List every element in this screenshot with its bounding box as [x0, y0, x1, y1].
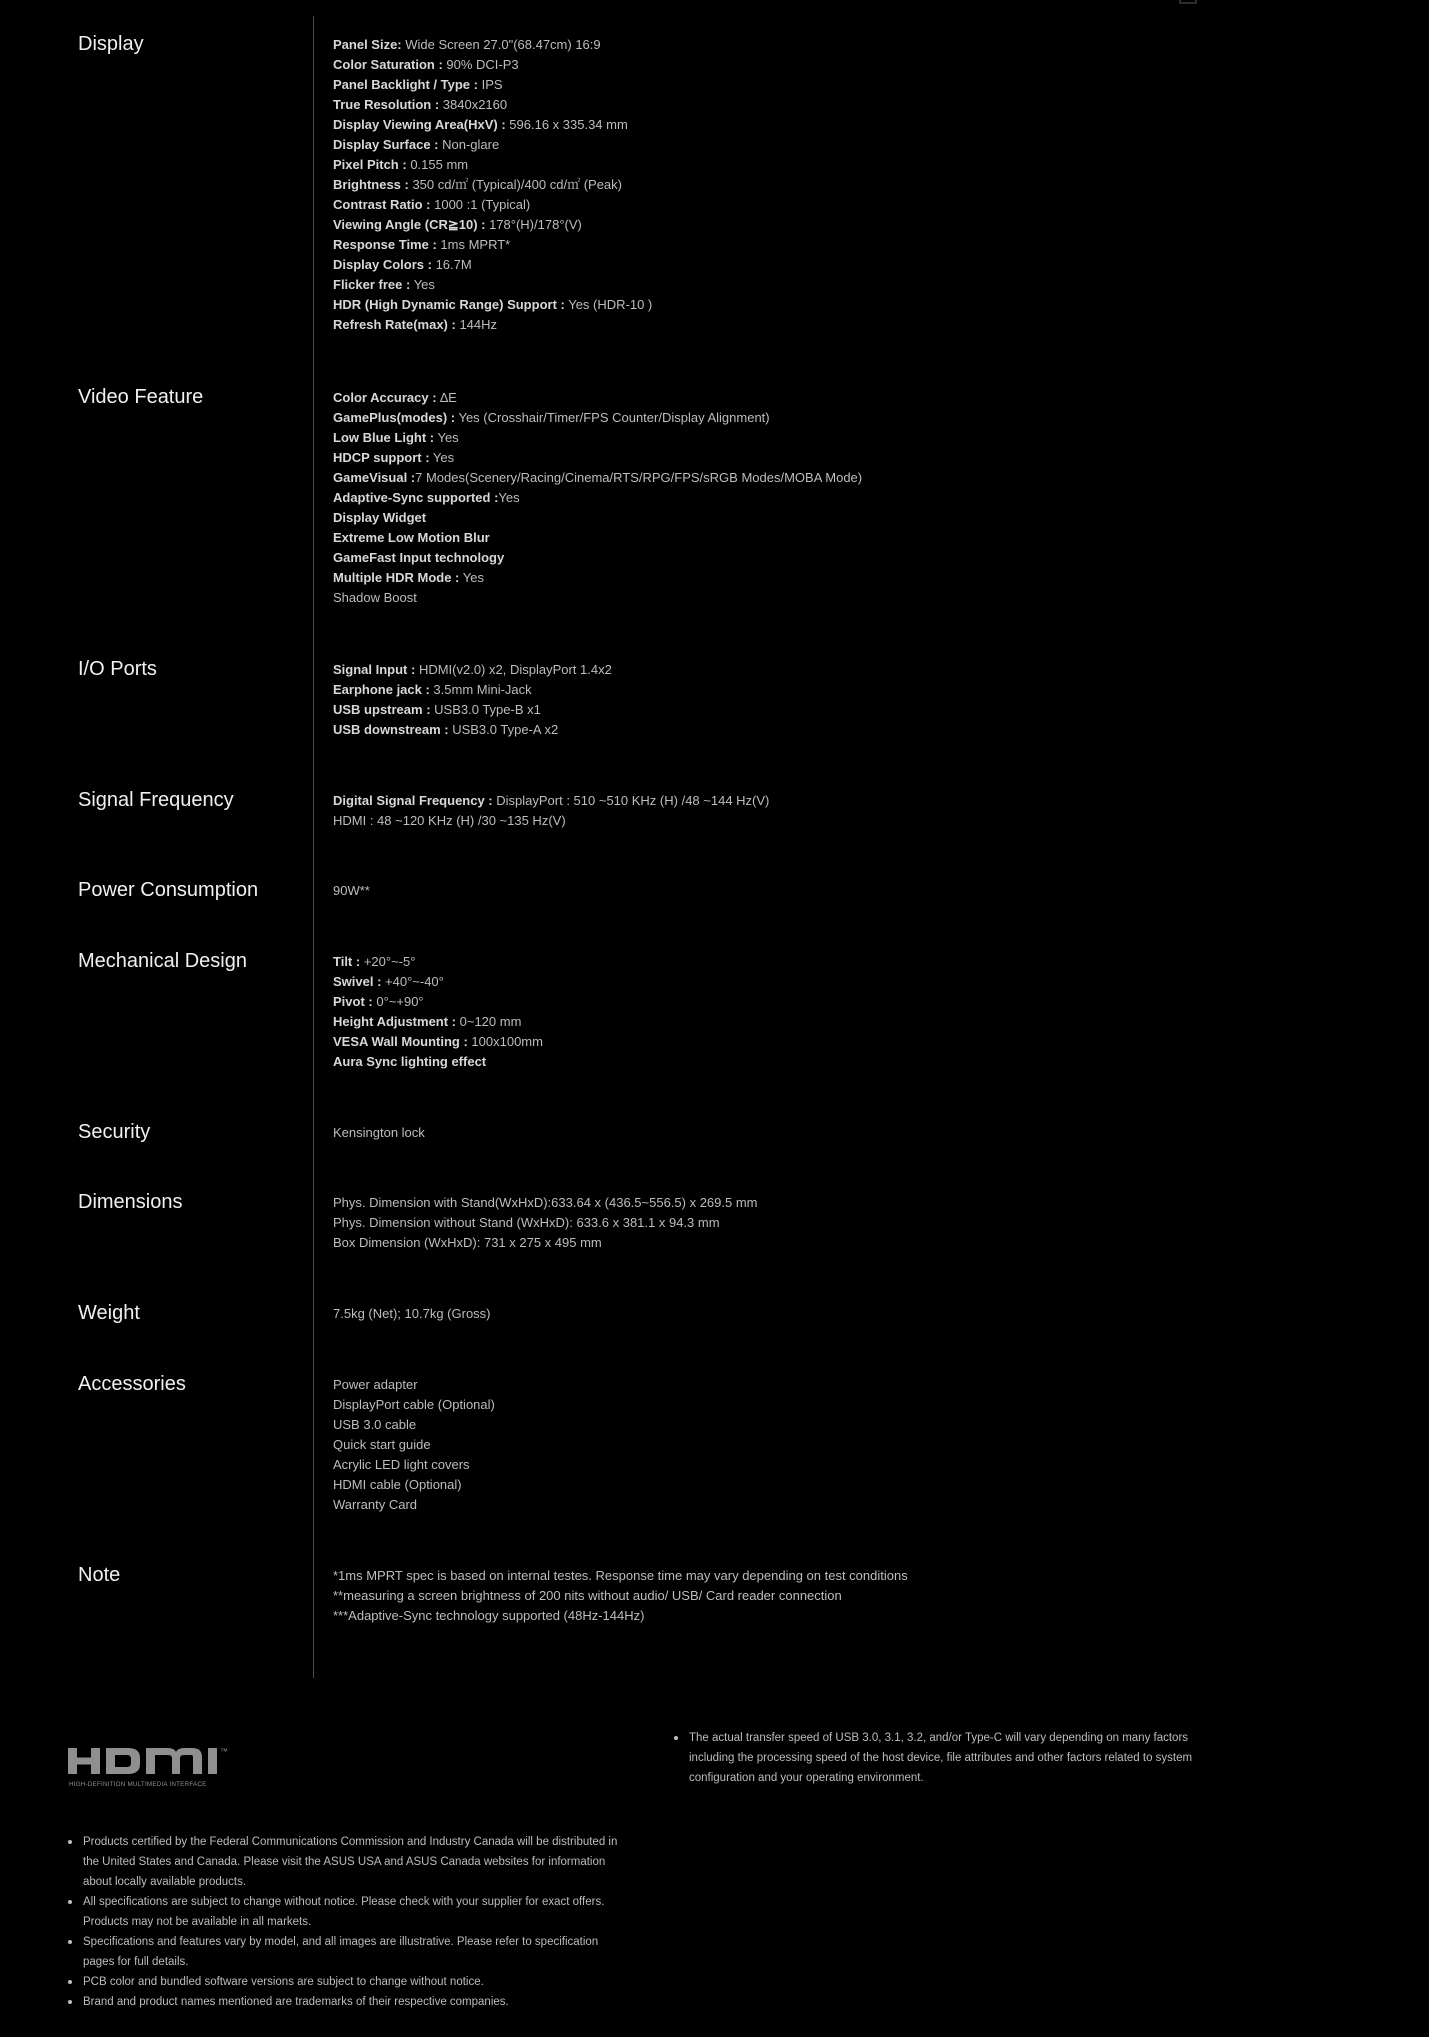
section-values [333, 881, 1333, 901]
spec-line [333, 95, 1333, 115]
hdmi-logo [68, 1744, 258, 1792]
spec-line [333, 115, 1333, 135]
spec-key: Tilt : [333, 954, 361, 969]
spec-key: Aura Sync lighting effect [333, 1054, 487, 1069]
spec-value: DisplayPort : 510 ~510 KHz (H) /48 ~144 Hz(V) [492, 793, 770, 808]
section-label: Security [78, 1121, 151, 1143]
spec-line [333, 508, 1333, 528]
hdmi-trademark: ™ [220, 1747, 228, 1756]
bullet-item: PCB color and bundled software versions are subject to change without notice. [66, 1972, 626, 1992]
spec-line [333, 568, 1333, 588]
spec-line [333, 1455, 1333, 1475]
spec-line [333, 1495, 1333, 1515]
spec-key: Panel Size: [333, 37, 402, 52]
spec-key: Swivel : [333, 974, 382, 989]
spec-value: IPS [477, 77, 503, 92]
spec-value: Phys. Dimension without Stand (WxHxD): 633.6 x 381.1 x 94.3 mm [333, 1215, 720, 1230]
bullet-item: The actual transfer speed of USB 3.0, 3.1, 3.2, and/or Type-C will vary depending on many factors including the processing speed of the host device, file attributes and other factors related to system configuration and your operating environment. [672, 1728, 1232, 1788]
section-values [333, 791, 1333, 831]
spec-value: 1000 :1 (Typical) [430, 197, 531, 212]
spec-value: 144Hz [455, 317, 498, 332]
spec-key: Pixel Pitch : [333, 157, 407, 172]
spec-line [333, 155, 1333, 175]
section-values [333, 952, 1333, 1072]
spec-line [333, 255, 1333, 275]
spec-value: Acrylic LED light covers [333, 1457, 470, 1472]
spec-key: Adaptive-Sync supported : [333, 490, 499, 505]
spec-line [333, 1435, 1333, 1455]
spec-value: 596.16 x 335.34 mm [505, 117, 628, 132]
spec-value: 1ms MPRT* [436, 237, 511, 252]
spec-line [333, 660, 1333, 680]
spec-line [333, 1566, 1333, 1586]
spec-value: Box Dimension (WxHxD): 731 x 275 x 495 mm [333, 1235, 602, 1250]
spec-line [333, 992, 1333, 1012]
spec-value: Yes [410, 277, 435, 292]
spec-value: 90% DCI-P3 [442, 57, 519, 72]
disclaimer-list [66, 1832, 626, 2012]
section-values [333, 660, 1333, 740]
spec-key: Display Viewing Area(HxV) : [333, 117, 506, 132]
spec-value: ***Adaptive-Sync technology supported (48Hz-144Hz) [333, 1608, 645, 1623]
spec-value: 178°(H)/178°(V) [485, 217, 582, 232]
section-label: Dimensions [78, 1191, 183, 1213]
spec-key: Contrast Ratio : [333, 197, 431, 212]
spec-line [333, 720, 1333, 740]
section-label: Signal Frequency [78, 789, 234, 811]
spec-line [333, 972, 1333, 992]
spec-key: USB downstream : [333, 722, 449, 737]
spec-line [333, 195, 1333, 215]
spec-value: Kensington lock [333, 1125, 425, 1140]
spec-value: Yes (Crosshair/Timer/FPS Counter/Display Alignment) [455, 410, 770, 425]
spec-key: Low Blue Light : [333, 430, 435, 445]
section-label: Display [78, 33, 144, 55]
spec-line [333, 952, 1333, 972]
spec-key: Display Surface : [333, 137, 439, 152]
spec-key: HDR (High Dynamic Range) Support : [333, 297, 565, 312]
section-label: Video Feature [78, 386, 204, 408]
spec-key: Viewing Angle (CR≧10) : [333, 217, 486, 232]
spec-line [333, 135, 1333, 155]
spec-line [333, 1475, 1333, 1495]
spec-line [333, 791, 1333, 811]
spec-value: Yes [434, 430, 459, 445]
usb-speed-note [672, 1728, 1232, 1788]
section-label: Weight [78, 1302, 140, 1324]
spec-value: *1ms MPRT spec is based on internal testes. Response time may vary depending on test conditions [333, 1568, 908, 1583]
spec-value: Warranty Card [333, 1497, 418, 1512]
print-icon[interactable] [1178, 0, 1234, 6]
spec-value: ∆E [436, 390, 457, 405]
hdmi-tagline: HIGH-DEFINITION MULTIMEDIA INTERFACE [69, 1781, 207, 1788]
spec-key: GameVisual : [333, 470, 416, 485]
spec-value: **measuring a screen brightness of 200 nits without audio/ USB/ Card reader connection [333, 1588, 842, 1603]
section-values [333, 1566, 1333, 1626]
spec-key: USB upstream : [333, 702, 431, 717]
spec-key: Panel Backlight / Type : [333, 77, 478, 92]
spec-line [333, 35, 1333, 55]
spec-value: 0.155 mm [406, 157, 469, 172]
spec-key: Pivot : [333, 994, 373, 1009]
spec-value: Quick start guide [333, 1437, 431, 1452]
section-label: I/O Ports [78, 658, 157, 680]
bullet-item: Products certified by the Federal Communications Commission and Industry Canada will be distributed in the United States and Canada. Please visit the ASUS USA and ASUS Canada websites for information about locally available products. [66, 1832, 626, 1892]
spec-line [333, 468, 1333, 488]
spec-key: GameFast Input technology [333, 550, 505, 565]
spec-value: HDMI(v2.0) x2, DisplayPort 1.4x2 [415, 662, 612, 677]
spec-line [333, 75, 1333, 95]
spec-line [333, 1415, 1333, 1435]
spec-line [333, 1586, 1333, 1606]
spec-line [333, 1213, 1333, 1233]
spec-value: Non-glare [438, 137, 500, 152]
spec-value: 350 cd/㎡ (Typical)/400 cd/㎡ (Peak) [408, 177, 622, 192]
spec-line [333, 1395, 1333, 1415]
spec-value: 90W** [333, 883, 370, 898]
spec-line [333, 55, 1333, 75]
spec-value: HDMI : 48 ~120 KHz (H) /30 ~135 Hz(V) [333, 813, 566, 828]
spec-key: Refresh Rate(max) : [333, 317, 456, 332]
spec-line [333, 700, 1333, 720]
section-values [333, 1304, 1333, 1324]
spec-value: 16.7M [431, 257, 472, 272]
spec-value: USB 3.0 cable [333, 1417, 417, 1432]
spec-value: USB3.0 Type-B x1 [430, 702, 541, 717]
spec-line [333, 295, 1333, 315]
spec-key: Display Widget [333, 510, 427, 525]
spec-line [333, 1606, 1333, 1626]
spec-line [333, 175, 1333, 195]
spec-value: 7 Modes(Scenery/Racing/Cinema/RTS/RPG/FPS/sRGB Modes/MOBA Mode) [415, 470, 863, 485]
spec-key: VESA Wall Mounting : [333, 1034, 468, 1049]
bullet-item: Brand and product names mentioned are trademarks of their respective companies. [66, 1992, 626, 2012]
spec-key: Extreme Low Motion Blur [333, 530, 490, 545]
spec-value: 7.5kg (Net); 10.7kg (Gross) [333, 1306, 491, 1321]
usb-note-list [672, 1728, 1232, 1788]
spec-value: Phys. Dimension with Stand(WxHxD):633.64 x (436.5~556.5) x 269.5 mm [333, 1195, 758, 1210]
column-divider [313, 16, 314, 1678]
section-values [333, 1375, 1333, 1515]
spec-value: 100x100mm [467, 1034, 543, 1049]
spec-value: Yes [498, 490, 520, 505]
spec-line [333, 428, 1333, 448]
spec-line [333, 1304, 1333, 1324]
spec-value: Yes [429, 450, 455, 465]
spec-line [333, 215, 1333, 235]
spec-line [333, 1032, 1333, 1052]
section-values [333, 1123, 1333, 1143]
spec-line [333, 1012, 1333, 1032]
spec-value: Shadow Boost [333, 590, 417, 605]
bullet-item: Specifications and features vary by model, and all images are illustrative. Please refer to specification pages for full details. [66, 1932, 626, 1972]
section-values [333, 388, 1333, 608]
spec-line [333, 1375, 1333, 1395]
section-values [333, 35, 1333, 335]
spec-line [333, 275, 1333, 295]
spec-key: Flicker free : [333, 277, 411, 292]
spec-value: 0°~+90° [372, 994, 424, 1009]
spec-line [333, 588, 1333, 608]
spec-key: Earphone jack : [333, 682, 430, 697]
spec-value: Wide Screen 27.0"(68.47cm) 16:9 [401, 37, 601, 52]
spec-line [333, 811, 1333, 831]
spec-line [333, 1233, 1333, 1253]
spec-line [333, 388, 1333, 408]
spec-key: Brightness : [333, 177, 409, 192]
spec-line [333, 235, 1333, 255]
spec-line [333, 680, 1333, 700]
spec-value: +20°~-5° [360, 954, 416, 969]
spec-key: Color Accuracy : [333, 390, 437, 405]
spec-key: True Resolution : [333, 97, 440, 112]
spec-value: 3.5mm Mini-Jack [429, 682, 532, 697]
section-label: Power Consumption [78, 879, 259, 901]
disclaimer-items [66, 1832, 626, 2012]
spec-line [333, 1193, 1333, 1213]
spec-line [333, 315, 1333, 335]
spec-value: Power adapter [333, 1377, 418, 1392]
section-label: Note [78, 1564, 121, 1586]
spec-key: Color Saturation : [333, 57, 443, 72]
spec-key: Signal Input : [333, 662, 416, 677]
spec-key: GamePlus(modes) : [333, 410, 456, 425]
spec-value: 3840x2160 [439, 97, 508, 112]
spec-line [333, 448, 1333, 468]
spec-value: Yes [459, 570, 484, 585]
spec-key: Display Colors : [333, 257, 432, 272]
spec-line [333, 1052, 1333, 1072]
spec-key: Response Time : [333, 237, 437, 252]
spec-line [333, 528, 1333, 548]
spec-value: +40°~-40° [381, 974, 444, 989]
spec-value: HDMI cable (Optional) [333, 1477, 462, 1492]
spec-value: DisplayPort cable (Optional) [333, 1397, 495, 1412]
section-label: Accessories [78, 1373, 186, 1395]
spec-line [333, 408, 1333, 428]
spec-key: Digital Signal Frequency : [333, 793, 493, 808]
spec-value: Yes (HDR-10 ) [564, 297, 653, 312]
spec-line [333, 488, 1333, 508]
spec-key: Multiple HDR Mode : [333, 570, 460, 585]
spec-key: HDCP support : [333, 450, 430, 465]
spec-line [333, 1123, 1333, 1143]
spec-line [333, 881, 1333, 901]
spec-value: 0~120 mm [456, 1014, 522, 1029]
spec-line [333, 548, 1333, 568]
bullet-item: All specifications are subject to change without notice. Please check with your supplier for exact offers. Products may not be available in all markets. [66, 1892, 626, 1932]
spec-key: Height Adjustment : [333, 1014, 457, 1029]
section-label: Mechanical Design [78, 950, 247, 972]
section-values [333, 1193, 1333, 1253]
spec-value: USB3.0 Type-A x2 [448, 722, 559, 737]
